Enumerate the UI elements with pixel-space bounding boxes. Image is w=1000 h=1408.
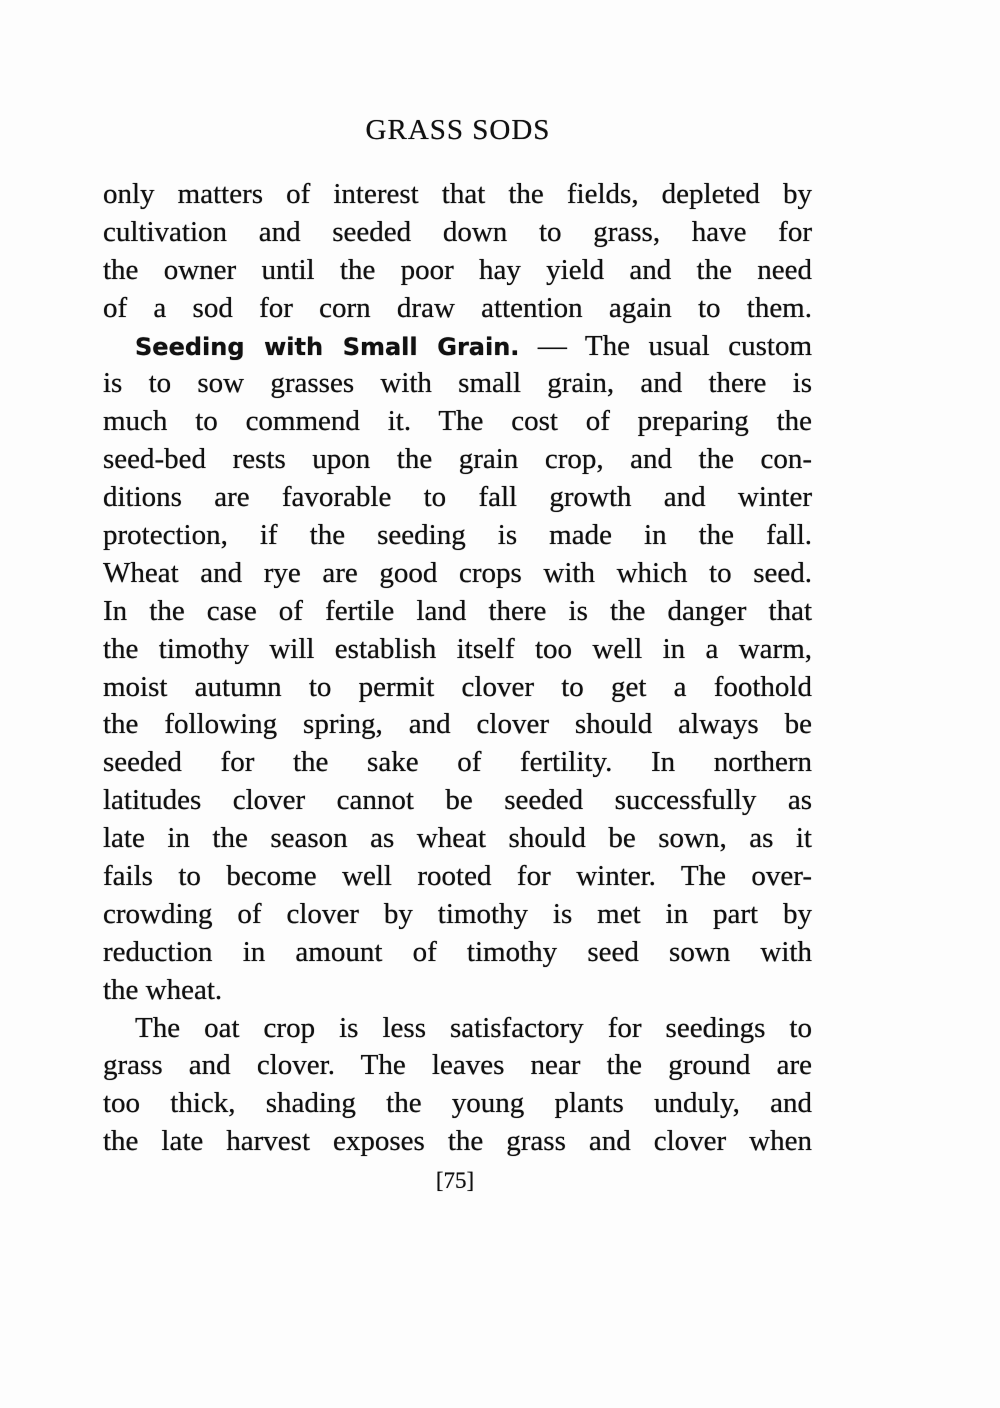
paragraph-3 [103, 1010, 812, 1162]
running-head: GRASS SODS [365, 114, 551, 146]
text-line: protection, if the seeding is made in the fall. [103, 519, 812, 552]
section-run-in-heading: Seeding with Small Grain. [135, 332, 520, 361]
text-line: of a sod for corn draw attention again to them. [103, 291, 812, 324]
text-line: the wheat. [103, 973, 223, 1006]
text-line: Wheat and rye are good crops with which to seed. [103, 556, 812, 589]
text-line: is to sow grasses with small grain, and there is [103, 367, 812, 400]
paragraph-1 [103, 176, 812, 328]
text-line: moist autumn to permit clover to get a foothold [103, 670, 812, 703]
text-line: reduction in amount of timothy seed sown with [103, 935, 812, 968]
text-line: In the case of fertile land there is the danger that [103, 594, 812, 627]
text-line: fails to become well rooted for winter. The over- [103, 860, 812, 893]
text-line: the timothy will establish itself too well in a warm, [103, 632, 812, 665]
text-line: the owner until the poor hay yield and the need [103, 253, 812, 286]
text-line: ditions are favorable to fall growth and winter [103, 481, 812, 514]
page-number: [75] [435, 1168, 475, 1193]
text-line: cultivation and seeded down to grass, have for [103, 215, 812, 248]
paragraph-2 [103, 328, 812, 1010]
text-line: seed-bed rests upon the grain crop, and the con- [103, 443, 812, 476]
text-line: much to commend it. The cost of preparing the [103, 405, 812, 438]
text-line: The oat crop is less satisfactory for seedings to [135, 1011, 812, 1044]
text-fragment: — The usual custom [519, 329, 812, 362]
text-line: crowding of clover by timothy is met in part by [103, 897, 812, 930]
text-line [103, 328, 812, 366]
text-line: the late harvest exposes the grass and clover when [103, 1125, 812, 1158]
text-line: seeded for the sake of fertility. In northern [103, 746, 812, 779]
text-line: only matters of interest that the fields, depleted by [103, 178, 812, 210]
text-line: grass and clover. The leaves near the ground are [103, 1049, 812, 1082]
text-line: the following spring, and clover should always be [103, 708, 812, 741]
text-line: late in the season as wheat should be sown, as it [103, 822, 812, 855]
body-text [103, 176, 812, 1161]
text-line: latitudes clover cannot be seeded successfully as [103, 784, 812, 817]
text-line: too thick, shading the young plants unduly, and [103, 1087, 812, 1120]
